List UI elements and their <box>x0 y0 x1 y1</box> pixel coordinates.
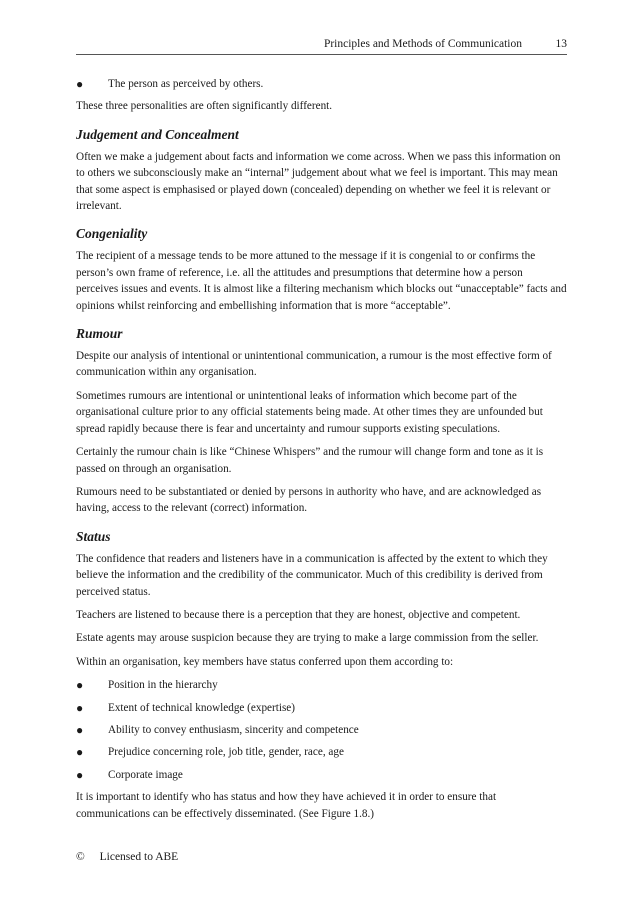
list-item-text: Corporate image <box>108 768 183 781</box>
list-item <box>76 744 567 760</box>
bullet-icon: ● <box>76 745 84 760</box>
page-header <box>76 34 567 55</box>
bullet-icon: ● <box>76 767 84 782</box>
section-heading-judgement: Judgement and Concealment <box>76 126 239 142</box>
list-item-text: Prejudice concerning role, job title, gender, race, age <box>108 746 344 759</box>
list-item <box>76 722 567 738</box>
paragraph: Certainly the rumour chain is like “Chinese Whispers” and the rumour will change form and tone as it is passed on through an organisation. <box>76 446 544 475</box>
list-item-text: Ability to convey enthusiasm, sincerity and competence <box>108 723 359 736</box>
page-number: 13 <box>555 38 567 50</box>
bullet-icon: ● <box>76 678 84 693</box>
page-footer <box>76 851 178 863</box>
list-item-text: The person as perceived by others. <box>108 78 264 90</box>
paragraph: Rumours need to be substantiated or denied by persons in authority who have, and are acknowledged as having, access to the relevant (correct) information. <box>76 485 542 515</box>
list-item <box>76 700 567 716</box>
paragraph: Despite our analysis of intentional or unintentional communication, a rumour is the most effective form of communication within any organisation. <box>76 350 552 379</box>
list-item <box>76 76 567 92</box>
paragraph: It is important to identify who has status and how they have achieved it in order to ensure that communications can be effectively disseminated. (See Figure 1.8.) <box>76 791 497 820</box>
page-content <box>76 76 567 829</box>
list-item-text: Extent of technical knowledge (expertise) <box>108 701 296 714</box>
bullet-icon: ● <box>76 700 84 715</box>
list-item-text: Position in the hierarchy <box>108 679 218 692</box>
paragraph: These three personalities are often significantly different. <box>76 100 333 113</box>
copyright-icon: © <box>76 851 85 863</box>
list-item <box>76 677 567 693</box>
paragraph: Within an organisation, key members have status conferred upon them according to: <box>76 655 454 668</box>
paragraph: Often we make a judgement about facts and information we come across. When we pass this information on to others we subconsciously make an “internal” judgement about what we feel is important. This may mean that some aspect is emphasised or played down (concealed) depending on whether we feel it is relevant or irrelevant. <box>76 150 561 213</box>
bullet-icon: ● <box>76 722 84 737</box>
section-heading-congeniality: Congeniality <box>76 226 148 242</box>
paragraph: Sometimes rumours are intentional or unintentional leaks of information which become part of the organisational culture prior to any official statements being made. At other times they are unfounded but spread rapidly because there is fear and uncertainty and rumour supports existing speculations. <box>76 389 543 435</box>
bullet-icon: ● <box>76 77 84 91</box>
paragraph: Estate agents may arouse suspicion because they are trying to make a large commission from the seller. <box>76 632 539 645</box>
running-title: Principles and Methods of Communication <box>323 38 522 50</box>
paragraph: The confidence that readers and listeners have in a communication is affected by the extent to which they believe the information and the credibility of the communicator. Much of this credibility is derived from perceived status. <box>76 552 548 598</box>
paragraph: The recipient of a message tends to be more attuned to the message if it is congenial to or confirms the person’s own frame of reference, i.e. all the attitudes and presumptions that determine how a person perceives issues and events. It is almost like a filtering mechanism which blocks out “unacceptable” facts and opinions whilst reinforcing and embellishing information that is more “acceptable”. <box>76 250 567 312</box>
section-heading-status: Status <box>76 528 111 544</box>
section-heading-rumour: Rumour <box>76 326 123 342</box>
license-text: Licensed to ABE <box>99 851 179 863</box>
list-item <box>76 767 567 783</box>
paragraph: Teachers are listened to because there is a perception that they are honest, objective and competent. <box>76 608 521 621</box>
